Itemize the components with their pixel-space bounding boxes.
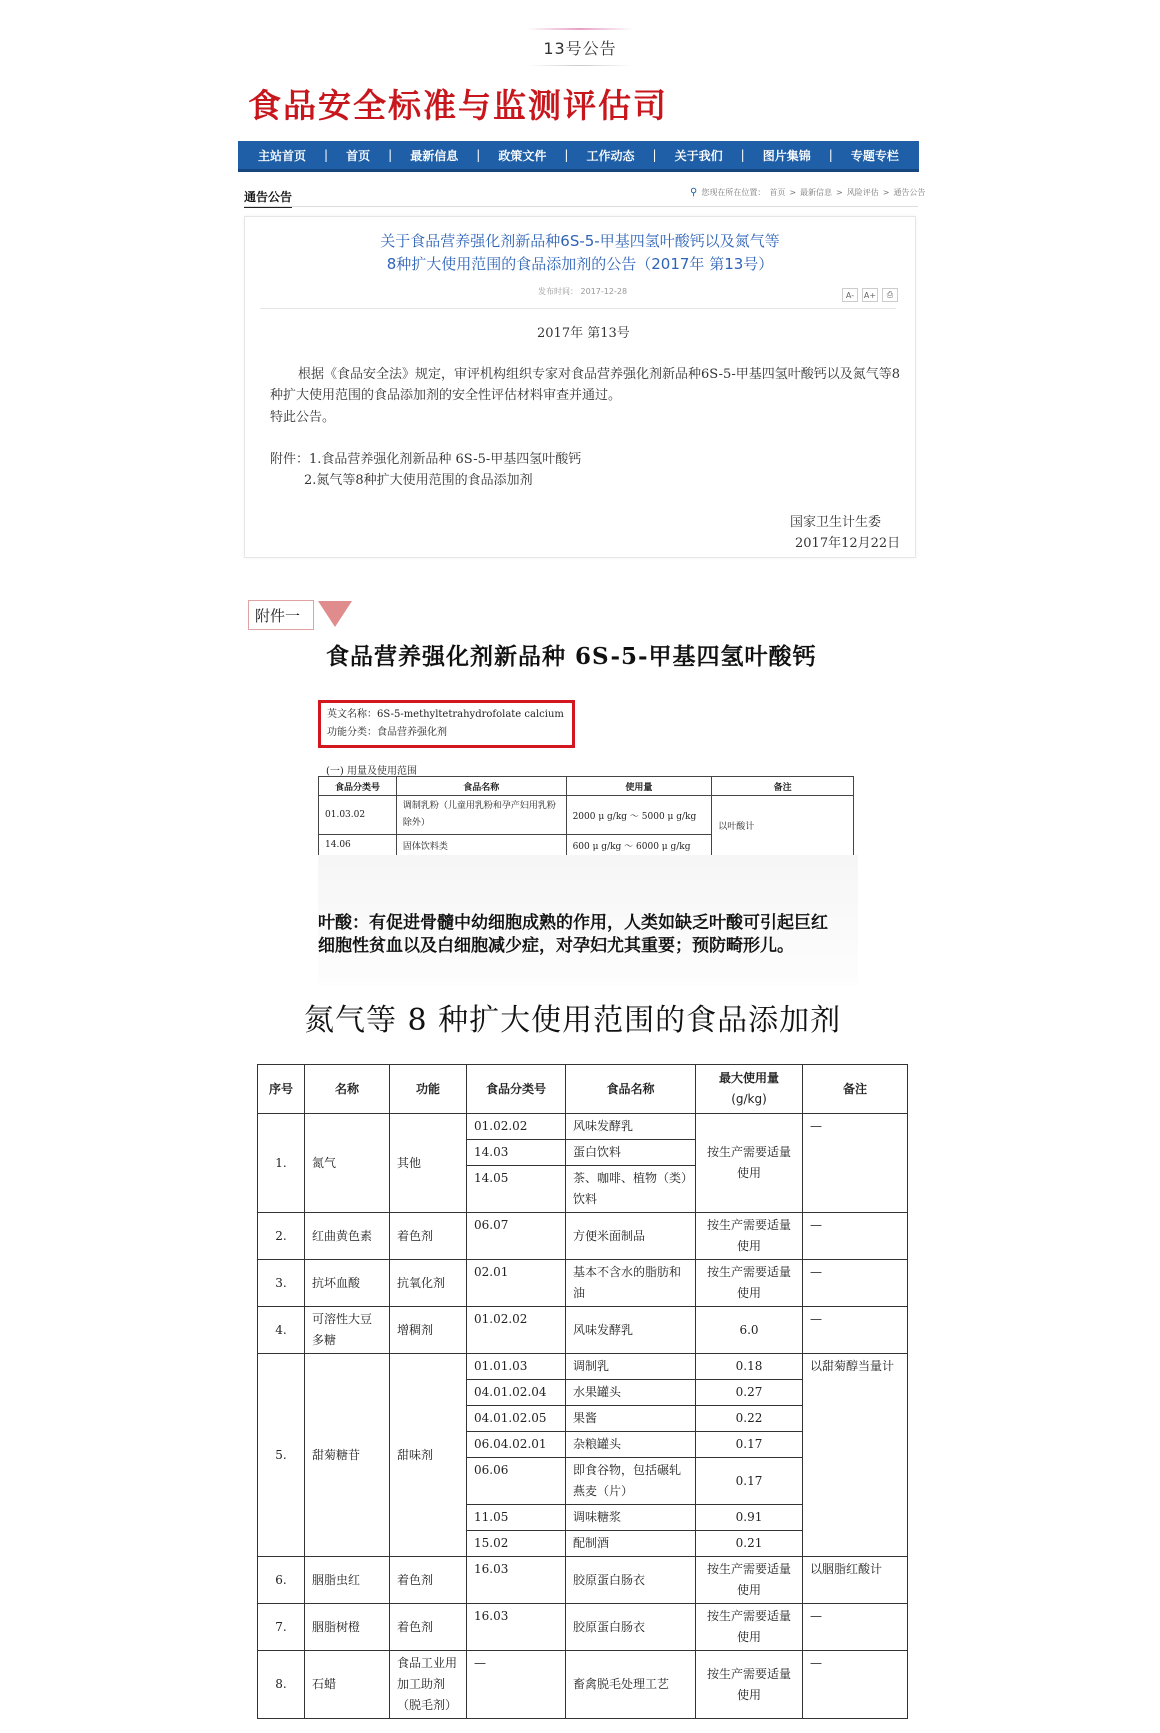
remark: — — [803, 1260, 908, 1307]
table-cell: 01.03.02 — [319, 796, 397, 835]
column-header-line2: (g/kg) — [731, 1092, 767, 1106]
nav-item-home[interactable]: 首页 — [346, 148, 371, 163]
notice-title-line1: 关于食品营养强化剂新品种6S-5-甲基四氢叶酸钙以及氮气等 — [380, 232, 780, 250]
nav-separator: | — [564, 148, 569, 162]
additive-name: 可溶性大豆多糖 — [305, 1307, 390, 1354]
attachment1-title: 食品营养强化剂新品种 6S-5-甲基四氢叶酸钙 — [326, 643, 817, 670]
notice-title-line2: 8种扩大使用范围的食品添加剂的公告（2017年 第13号） — [386, 255, 774, 273]
additive-function: 着色剂 — [390, 1604, 467, 1651]
nav-separator: | — [740, 148, 745, 162]
table-header-row — [258, 1065, 908, 1114]
column-header: 使用量 — [566, 777, 712, 796]
text-tools — [842, 288, 898, 302]
category-code: 15.02 — [467, 1531, 566, 1557]
food-name: 蛋白饮料 — [566, 1140, 696, 1166]
breadcrumb-sep: > — [882, 188, 890, 197]
tag-line-top — [527, 28, 633, 30]
column-header: 功能 — [390, 1065, 467, 1114]
nav-separator: | — [828, 148, 833, 162]
remark: — — [803, 1604, 908, 1651]
table-row — [258, 1651, 908, 1719]
nav-item-main[interactable]: 主站首页 — [258, 148, 307, 163]
food-name: 风味发酵乳 — [566, 1114, 696, 1140]
additive-function: 其他 — [390, 1114, 467, 1213]
column-header: 食品分类号 — [467, 1065, 566, 1114]
nav-separator: | — [652, 148, 657, 162]
column-header: 食品分类号 — [319, 777, 397, 796]
table-row — [258, 1604, 908, 1651]
food-name: 胶原蛋白肠衣 — [566, 1604, 696, 1651]
breadcrumb-home[interactable]: 首页 — [769, 188, 786, 197]
nav-item-about[interactable]: 关于我们 — [674, 148, 723, 163]
notice-paragraph: 根据《食品安全法》规定，审评机构组织专家对食品营养强化剂新品种6S-5-甲基四氢叶酸钙以及氮气等8种扩大使用范围的食品添加剂的安全性评估材料审查并通过。 — [270, 367, 900, 403]
category-code: 06.07 — [467, 1213, 566, 1260]
tag-text: 13号公告 — [543, 39, 617, 58]
column-header-line1: 最大使用量 — [718, 1071, 779, 1085]
food-name: 畜禽脱毛处理工艺 — [566, 1651, 696, 1719]
max-usage: 0.18 — [696, 1354, 803, 1380]
breadcrumb-risk[interactable]: 风险评估 — [846, 188, 879, 197]
food-name: 风味发酵乳 — [566, 1307, 696, 1354]
tag-line-bottom — [527, 65, 633, 66]
food-name: 调制乳 — [566, 1354, 696, 1380]
attachment-badge-triangle — [318, 601, 352, 627]
section-divider — [244, 206, 918, 207]
table-cell: 固体饮料类 — [396, 835, 566, 856]
sign-date: 2017年12月22日 — [795, 536, 901, 551]
table-row — [258, 1213, 908, 1260]
category-code: 14.03 — [467, 1140, 566, 1166]
column-header: 名称 — [305, 1065, 390, 1114]
font-increase-icon[interactable]: A+ — [862, 288, 878, 302]
nav-item-gallery[interactable]: 图片集锦 — [762, 148, 811, 163]
english-name: 英文名称：6S-5-methyltetrahydrofolate calcium — [327, 709, 564, 720]
row-number: 7. — [258, 1604, 305, 1651]
nav-item-latest[interactable]: 最新信息 — [410, 148, 459, 163]
attachment-line-1: 附件：1.食品营养强化剂新品种 6S-5-甲基四氢叶酸钙 — [270, 452, 582, 467]
publish-time: 发布时间： 2017-12-28 — [538, 287, 628, 296]
food-name: 茶、咖啡、植物（类）饮料 — [566, 1166, 696, 1213]
food-name: 水果罐头 — [566, 1380, 696, 1406]
table-cell: 调制乳粉（儿童用乳粉和孕产妇用乳粉除外） — [396, 796, 566, 835]
title-divider — [260, 308, 896, 309]
column-header: 备注 — [803, 1065, 908, 1114]
max-usage: 6.0 — [696, 1307, 803, 1354]
usage-heading: (一) 用量及使用范围 — [326, 766, 417, 777]
remark: 以甜菊醇当量计 — [803, 1354, 908, 1557]
table-cell: 600 μ g/kg ～ 6000 μ g/kg — [566, 835, 712, 856]
table-cell: 2000 μ g/kg ～ 5000 μ g/kg — [566, 796, 712, 835]
breadcrumb-notice[interactable]: 通告公告 — [893, 188, 926, 197]
additive-function: 着色剂 — [390, 1557, 467, 1604]
additive-function: 抗氧化剂 — [390, 1260, 467, 1307]
nav-separator: | — [324, 148, 329, 162]
breadcrumb-sep: > — [789, 188, 797, 197]
function-category: 功能分类：食品营养强化剂 — [327, 727, 447, 738]
font-decrease-icon[interactable]: A- — [842, 288, 858, 302]
max-usage: 按生产需要适量使用 — [696, 1260, 803, 1307]
category-code: 01.02.02 — [467, 1114, 566, 1140]
nav-bar — [238, 141, 919, 172]
additive-function: 甜味剂 — [390, 1354, 467, 1557]
max-usage: 按生产需要适量使用 — [696, 1557, 803, 1604]
additive-name: 石蜡 — [305, 1651, 390, 1719]
section-label: 通告公告 — [244, 188, 292, 208]
additive-name: 氮气 — [305, 1114, 390, 1213]
max-usage: 0.17 — [696, 1458, 803, 1505]
notice-closing: 特此公告。 — [270, 410, 336, 425]
category-code: 01.01.03 — [467, 1354, 566, 1380]
row-number: 4. — [258, 1307, 305, 1354]
row-number: 2. — [258, 1213, 305, 1260]
max-usage: 按生产需要适量使用 — [696, 1604, 803, 1651]
breadcrumb-prefix: 您现在所在位置： — [701, 188, 766, 197]
table-row — [258, 1307, 908, 1354]
category-code: 11.05 — [467, 1505, 566, 1531]
usage-table — [318, 776, 854, 856]
table-header-row — [319, 777, 854, 796]
max-usage: 按生产需要适量使用 — [696, 1213, 803, 1260]
remark: — — [803, 1651, 908, 1719]
max-usage: 0.27 — [696, 1380, 803, 1406]
additive-function: 食品工业用加工助剂（脱毛剂） — [390, 1651, 467, 1719]
column-header: 序号 — [258, 1065, 305, 1114]
table-row — [258, 1557, 908, 1604]
nav-item-policy[interactable]: 政策文件 — [498, 148, 547, 163]
column-header: 备注 — [712, 777, 854, 796]
row-number: 6. — [258, 1557, 305, 1604]
document-number: 2017年 第13号 — [537, 326, 630, 341]
highlight-box — [318, 700, 575, 748]
breadcrumb — [690, 187, 925, 198]
nav-item-work[interactable]: 工作动态 — [586, 148, 635, 163]
category-code: 02.01 — [467, 1260, 566, 1307]
attachment-badge: 附件一 — [248, 600, 314, 630]
food-name: 方便米面制品 — [566, 1213, 696, 1260]
nav-separator: | — [388, 148, 393, 162]
category-code: 16.03 — [467, 1604, 566, 1651]
table-row — [258, 1354, 908, 1380]
category-code: 16.03 — [467, 1557, 566, 1604]
breadcrumb-sep: > — [836, 188, 843, 197]
column-header — [696, 1065, 803, 1114]
category-code: 06.04.02.01 — [467, 1432, 566, 1458]
folic-acid-note: 叶酸：有促进骨髓中幼细胞成熟的作用，人类如缺乏叶酸可引起巨红细胞性贫血以及白细胞减少症，对孕妇尤其重要；预防畸形儿。 — [318, 913, 828, 956]
max-usage: 按生产需要适量使用 — [696, 1114, 803, 1213]
max-usage: 0.17 — [696, 1432, 803, 1458]
category-code: 04.01.02.04 — [467, 1380, 566, 1406]
additive-function: 着色剂 — [390, 1213, 467, 1260]
max-usage: 0.21 — [696, 1531, 803, 1557]
food-name: 配制酒 — [566, 1531, 696, 1557]
row-number: 3. — [258, 1260, 305, 1307]
additive-function: 增稠剂 — [390, 1307, 467, 1354]
food-name: 调味糖浆 — [566, 1505, 696, 1531]
location-pin-icon: ⚲ — [690, 187, 698, 198]
food-name: 胶原蛋白肠衣 — [566, 1557, 696, 1604]
notice-title — [300, 230, 860, 276]
remark: — — [803, 1307, 908, 1354]
food-name: 基本不含水的脂肪和油 — [566, 1260, 696, 1307]
additive-name: 胭脂虫红 — [305, 1557, 390, 1604]
additive-name: 红曲黄色素 — [305, 1213, 390, 1260]
nav-separator: | — [476, 148, 481, 162]
print-icon[interactable]: ⎙ — [882, 288, 898, 302]
row-number: 1. — [258, 1114, 305, 1213]
row-number: 5. — [258, 1354, 305, 1557]
remark: — — [803, 1213, 908, 1260]
additive-name: 甜菊糖苷 — [305, 1354, 390, 1557]
row-number: 8. — [258, 1651, 305, 1719]
food-name: 杂粮罐头 — [566, 1432, 696, 1458]
signer: 国家卫生计生委 — [790, 515, 882, 530]
additive-name: 抗坏血酸 — [305, 1260, 390, 1307]
category-code: — — [467, 1651, 566, 1719]
category-code: 14.05 — [467, 1166, 566, 1213]
table-row — [258, 1114, 908, 1140]
remark: — — [803, 1114, 908, 1213]
attachment-line-2: 2.氮气等8种扩大使用范围的食品添加剂 — [304, 473, 533, 488]
nav-item-topics[interactable]: 专题专栏 — [850, 148, 899, 163]
additives-table — [257, 1064, 908, 1719]
column-header: 食品名称 — [566, 1065, 696, 1114]
breadcrumb-latest[interactable]: 最新信息 — [800, 188, 833, 197]
max-usage: 0.22 — [696, 1406, 803, 1432]
site-title: 食品安全标准与监测评估司 — [248, 86, 668, 125]
table-cell: 14.06 — [319, 835, 397, 856]
food-name: 果酱 — [566, 1406, 696, 1432]
table-row — [258, 1260, 908, 1307]
remark: 以胭脂红酸计 — [803, 1557, 908, 1604]
max-usage: 按生产需要适量使用 — [696, 1651, 803, 1719]
additive-name: 胭脂树橙 — [305, 1604, 390, 1651]
top-tag — [527, 28, 633, 66]
attachment2-title: 氮气等 8 种扩大使用范围的食品添加剂 — [304, 1003, 842, 1038]
table-cell: 以叶酸计 — [712, 796, 854, 856]
column-header: 食品名称 — [396, 777, 566, 796]
food-name: 即食谷物，包括碾轧燕麦（片） — [566, 1458, 696, 1505]
category-code: 04.01.02.05 — [467, 1406, 566, 1432]
category-code: 06.06 — [467, 1458, 566, 1505]
table-row — [319, 796, 854, 835]
max-usage: 0.91 — [696, 1505, 803, 1531]
category-code: 01.02.02 — [467, 1307, 566, 1354]
